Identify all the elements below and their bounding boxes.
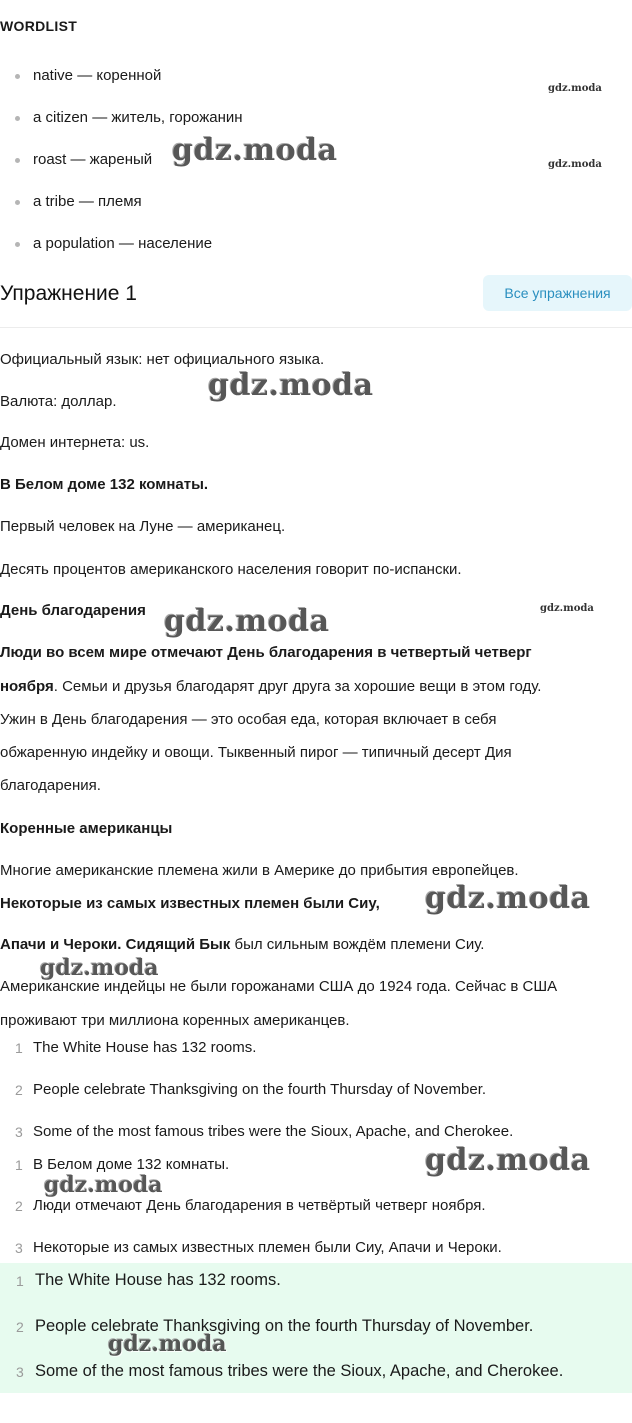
text: . Семьи и друзья благодарят друг друга за хорошие вещи в этом году.: [53, 678, 542, 695]
wordlist-item: native — коренной: [33, 67, 162, 84]
paragraph: Официальный язык: нет официального языка.: [0, 351, 325, 368]
list-number: 1: [16, 1273, 24, 1289]
watermark: gdz.moda: [108, 1331, 227, 1357]
list-number: 1: [15, 1040, 23, 1056]
bold-text: ноября: [0, 678, 54, 695]
paragraph: Люди во всем мире отмечают День благодарения в четвертый четверг: [0, 644, 532, 661]
paragraph: Десять процентов американского населения говорит по-испански.: [0, 561, 462, 578]
section-heading: Коренные американцы: [0, 820, 173, 837]
list-item: The White House has 132 rooms.: [33, 1039, 257, 1056]
watermark: gdz.moda: [548, 83, 602, 94]
text: был сильным вождём племени Сиу.: [230, 936, 485, 953]
list-number: 2: [16, 1319, 24, 1335]
list-number: 2: [15, 1198, 23, 1214]
list-item: The White House has 132 rooms.: [35, 1271, 281, 1289]
list-number: 2: [15, 1082, 23, 1098]
paragraph: Американские индейцы не были горожанами США до 1924 года. Сейчас в США: [0, 978, 558, 995]
watermark: gdz.moda: [40, 955, 159, 981]
watermark: gdz.moda: [548, 159, 602, 170]
paragraph: Валюта: доллар.: [0, 393, 117, 410]
list-item: Люди отмечают День благодарения в четвёртый четверг ноября.: [33, 1197, 486, 1214]
list-item: В Белом доме 132 комнаты.: [33, 1156, 230, 1173]
bullet-icon: [15, 242, 20, 247]
paragraph: [0, 678, 541, 695]
watermark: gdz.moda: [425, 1143, 591, 1178]
watermark: gdz.moda: [208, 368, 374, 403]
watermark: gdz.moda: [164, 604, 330, 639]
wordlist-title: WORDLIST: [0, 18, 78, 34]
all-exercises-button[interactable]: Все упражнения: [483, 275, 632, 311]
watermark: gdz.moda: [172, 133, 338, 168]
list-item: Some of the most famous tribes were the Sioux, Apache, and Cherokee.: [35, 1362, 564, 1380]
paragraph: обжаренную индейку и овощи. Тыквенный пирог — типичный десерт Дия: [0, 744, 512, 761]
watermark: gdz.moda: [425, 881, 591, 916]
list-item: Some of the most famous tribes were the Sioux, Apache, and Cherokee.: [33, 1123, 514, 1140]
bullet-icon: [15, 74, 20, 79]
paragraph: проживают три миллиона коренных американцев.: [0, 1012, 350, 1029]
section-heading: День благодарения: [0, 602, 146, 619]
list-number: 3: [15, 1240, 23, 1256]
watermark: gdz.moda: [540, 603, 594, 614]
divider: [0, 327, 632, 328]
list-number: 3: [16, 1364, 24, 1380]
paragraph: [0, 936, 484, 953]
list-item: People celebrate Thanksgiving on the fourth Thursday of November.: [33, 1081, 487, 1098]
wordlist-item: roast — жареный: [33, 151, 153, 168]
bullet-icon: [15, 158, 20, 163]
wordlist-item: a tribe — племя: [33, 193, 142, 210]
bold-text: Апачи и Чероки. Сидящий Бык: [0, 936, 231, 953]
paragraph: благодарения.: [0, 777, 101, 794]
paragraph: Ужин в День благодарения — это особая еда, которая включает в себя: [0, 711, 497, 728]
paragraph: Первый человек на Луне — американец.: [0, 518, 286, 535]
paragraph: Домен интернета: us.: [0, 434, 150, 451]
wordlist-item: a citizen — житель, горожанин: [33, 109, 243, 126]
paragraph: Некоторые из самых известных племен были Сиу,: [0, 895, 380, 912]
watermark: gdz.moda: [44, 1172, 163, 1198]
paragraph: Многие американские племена жили в Америке до прибытия европейцев.: [0, 862, 519, 879]
bullet-icon: [15, 200, 20, 205]
bullet-icon: [15, 116, 20, 121]
list-number: 3: [15, 1124, 23, 1140]
exercise-title: Упражнение 1: [0, 282, 137, 305]
list-item: People celebrate Thanksgiving on the fourth Thursday of November.: [35, 1317, 534, 1335]
list-item: Некоторые из самых известных племен были Сиу, Апачи и Чероки.: [33, 1239, 502, 1256]
list-number: 1: [15, 1157, 23, 1173]
wordlist-item: a population — население: [33, 235, 213, 252]
paragraph: В Белом доме 132 комнаты.: [0, 476, 209, 493]
